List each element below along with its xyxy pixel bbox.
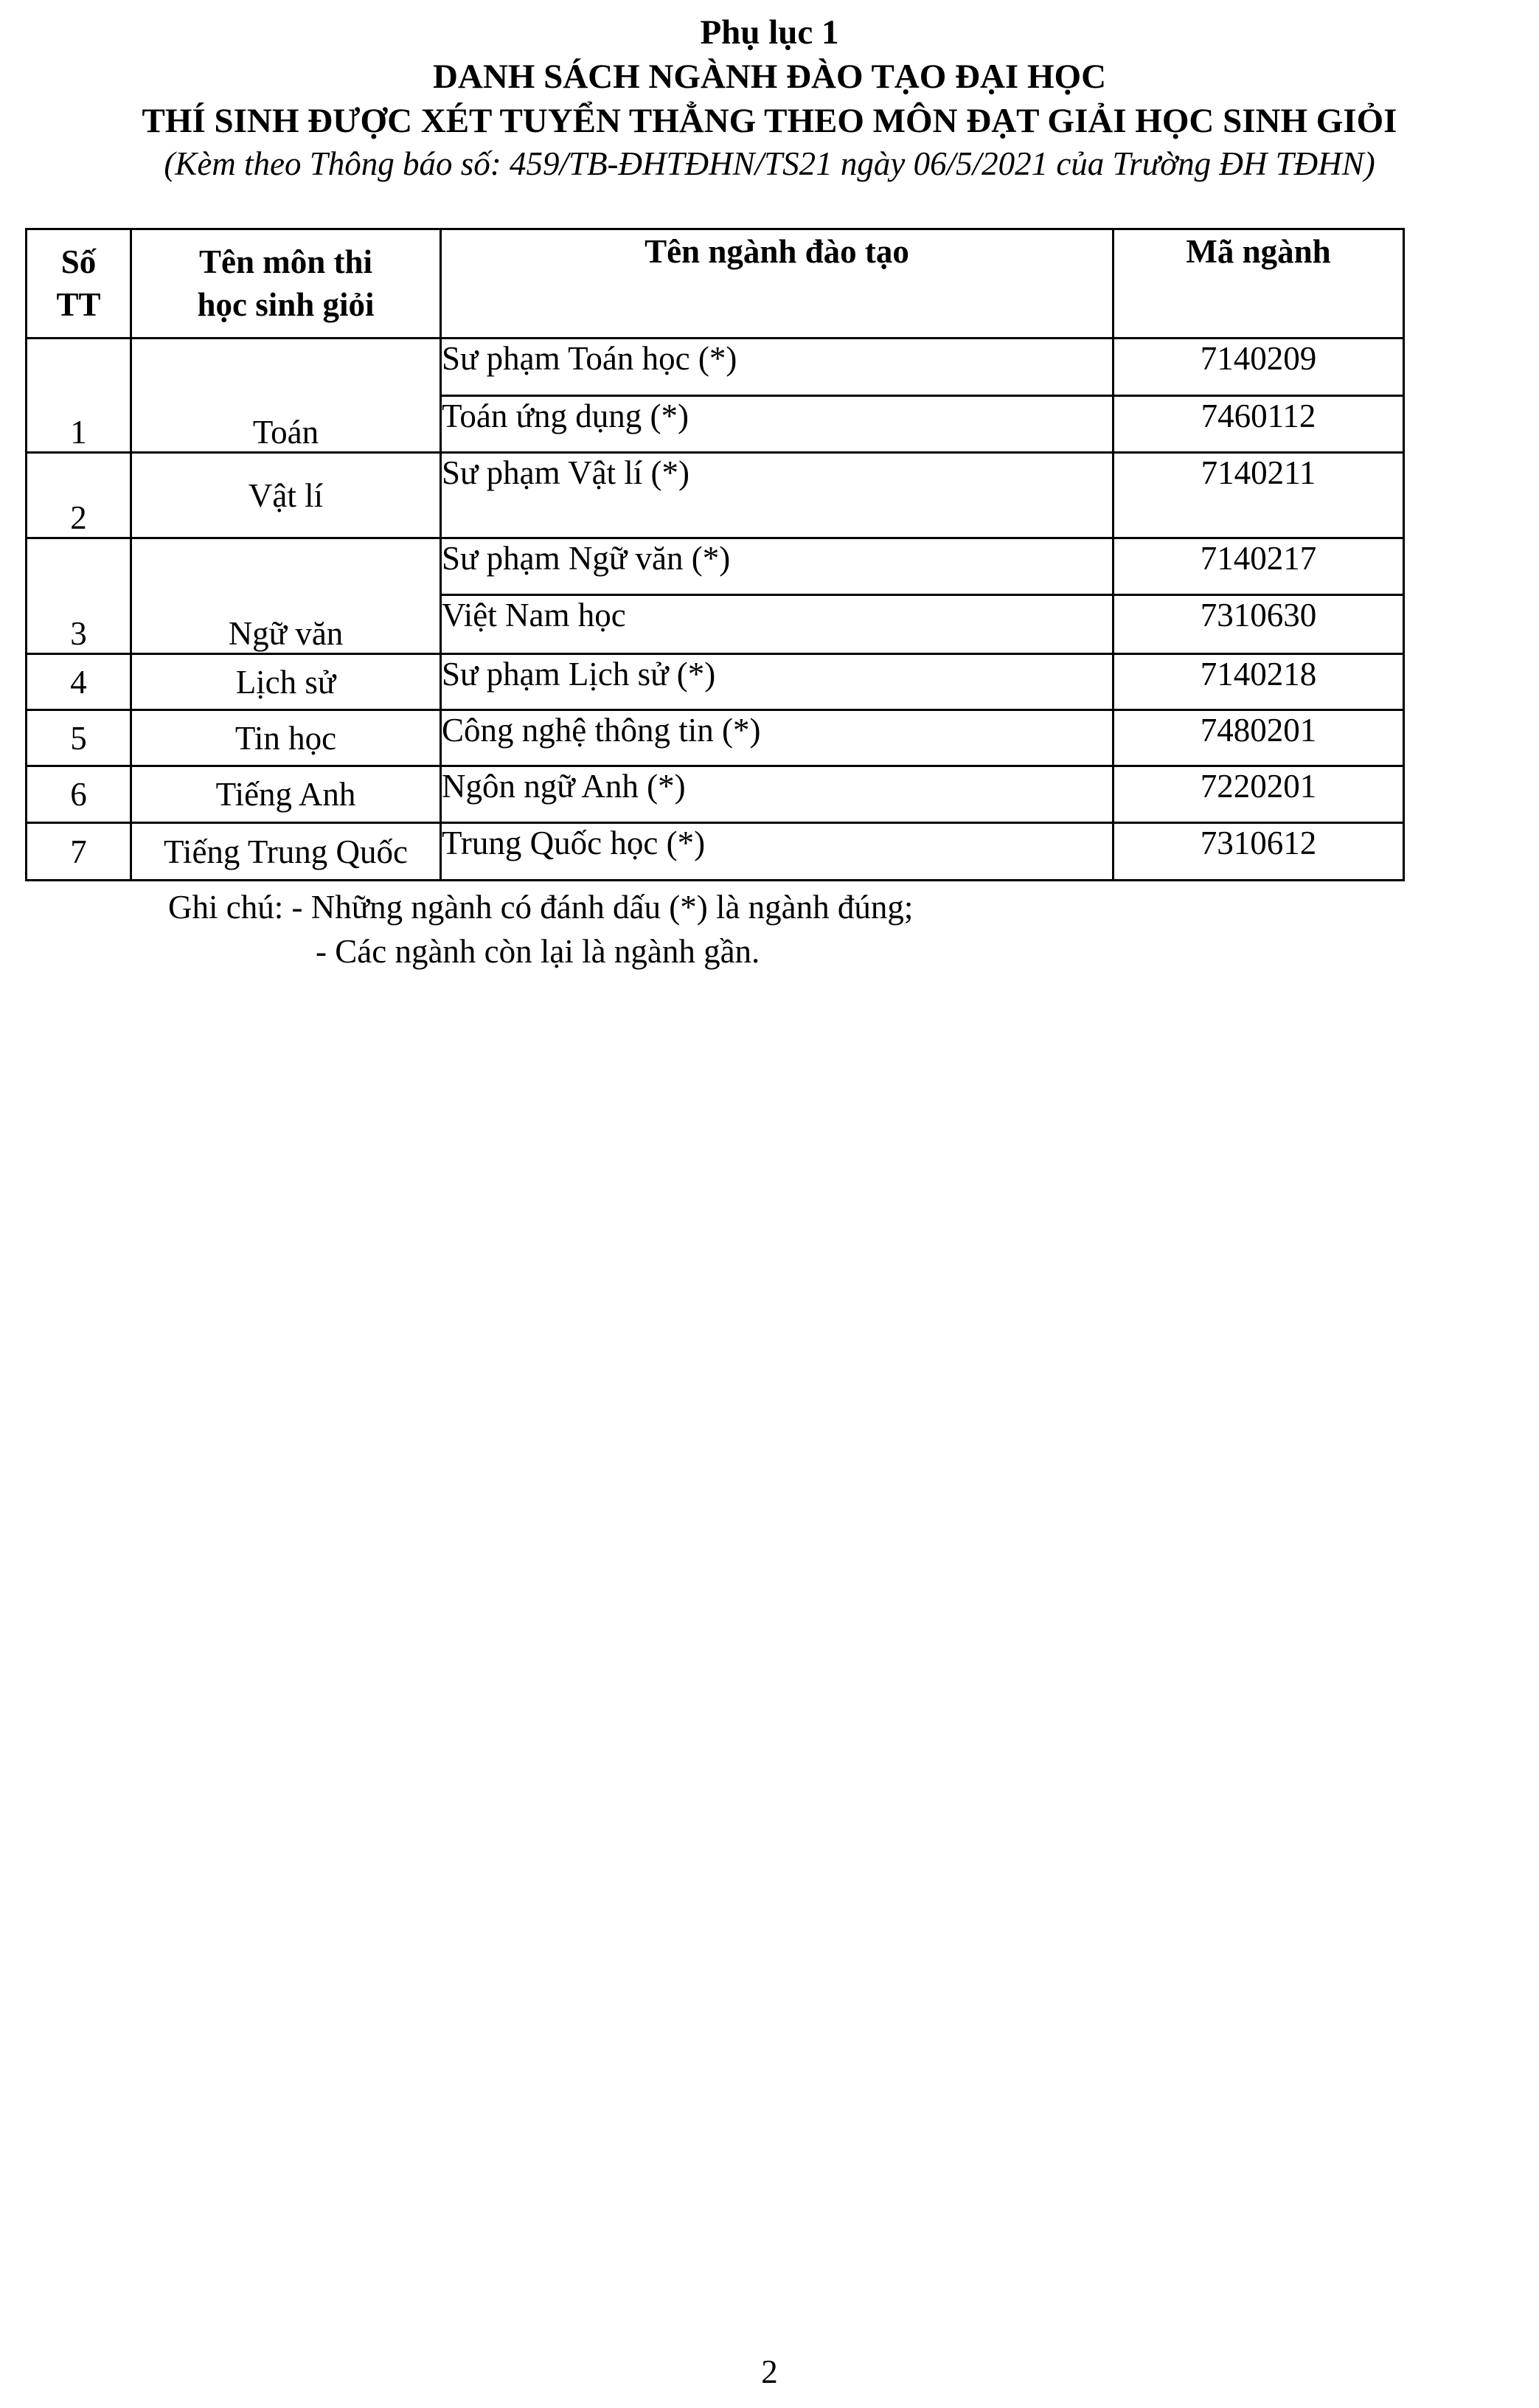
column-header-major: Tên ngành đào tạo	[441, 229, 1114, 339]
major-name: Sư phạm Toán học (*)	[441, 339, 1114, 396]
major-name: Việt Nam học	[441, 595, 1114, 654]
table-row	[27, 710, 1404, 766]
notes	[168, 885, 913, 974]
row-number: 6	[27, 766, 131, 823]
major-name: Ngôn ngữ Anh (*)	[441, 766, 1114, 823]
major-name: Sư phạm Lịch sử (*)	[441, 654, 1114, 710]
row-number: 7	[27, 823, 131, 881]
major-name: Trung Quốc học (*)	[441, 823, 1114, 881]
row-number: 3	[27, 538, 131, 654]
reference-note: (Kèm theo Thông báo số: 459/TB-ĐHTĐHN/TS21 ngày 06/5/2021 của Trường ĐH TĐHN)	[164, 145, 1375, 182]
subject-name: Tiếng Anh	[131, 766, 441, 823]
table-row	[27, 339, 1404, 396]
major-code: 7460112	[1114, 396, 1404, 453]
major-name: Sư phạm Vật lí (*)	[441, 453, 1114, 538]
table-row	[27, 766, 1404, 823]
subject-name: Ngữ văn	[131, 538, 441, 654]
note-line-1: Ghi chú: - Những ngành có đánh dấu (*) là ngành đúng;	[168, 889, 914, 926]
major-code: 7310612	[1114, 823, 1404, 881]
note-line-2: - Các ngành còn lại là ngành gần.	[316, 933, 760, 970]
table-row	[27, 823, 1404, 881]
column-header-subject: Tên môn thi học sinh giỏi	[131, 229, 441, 339]
row-number: 4	[27, 654, 131, 710]
subject-name: Toán	[131, 339, 441, 453]
major-code: 7140218	[1114, 654, 1404, 710]
column-header-code: Mã ngành	[1114, 229, 1404, 339]
table-row	[27, 654, 1404, 710]
appendix-title: Phụ lục 1	[700, 13, 839, 52]
list-title: DANH SÁCH NGÀNH ĐÀO TẠO ĐẠI HỌC	[432, 58, 1107, 96]
majors-table	[25, 228, 1405, 881]
subject-name: Lịch sử	[131, 654, 441, 710]
subject-name: Tin học	[131, 710, 441, 766]
table-row	[27, 453, 1404, 538]
row-number: 1	[27, 339, 131, 453]
document-header	[0, 10, 1539, 184]
row-number: 2	[27, 453, 131, 538]
major-name: Sư phạm Ngữ văn (*)	[441, 538, 1114, 595]
major-code: 7140217	[1114, 538, 1404, 595]
page-number: 2	[761, 2353, 778, 2390]
major-code: 7310630	[1114, 595, 1404, 654]
major-name: Toán ứng dụng (*)	[441, 396, 1114, 453]
major-code: 7140209	[1114, 339, 1404, 396]
table-header-row	[27, 229, 1404, 339]
row-number: 5	[27, 710, 131, 766]
major-code: 7140211	[1114, 453, 1404, 538]
column-header-stt: Số TT	[27, 229, 131, 339]
major-name: Công nghệ thông tin (*)	[441, 710, 1114, 766]
subject-name: Tiếng Trung Quốc	[131, 823, 441, 881]
major-code: 7480201	[1114, 710, 1404, 766]
major-code: 7220201	[1114, 766, 1404, 823]
table-row	[27, 538, 1404, 595]
list-subtitle: THÍ SINH ĐƯỢC XÉT TUYỂN THẲNG THEO MÔN ĐẠT GIẢI HỌC SINH GIỎI	[142, 102, 1397, 140]
subject-name: Vật lí	[131, 453, 441, 538]
